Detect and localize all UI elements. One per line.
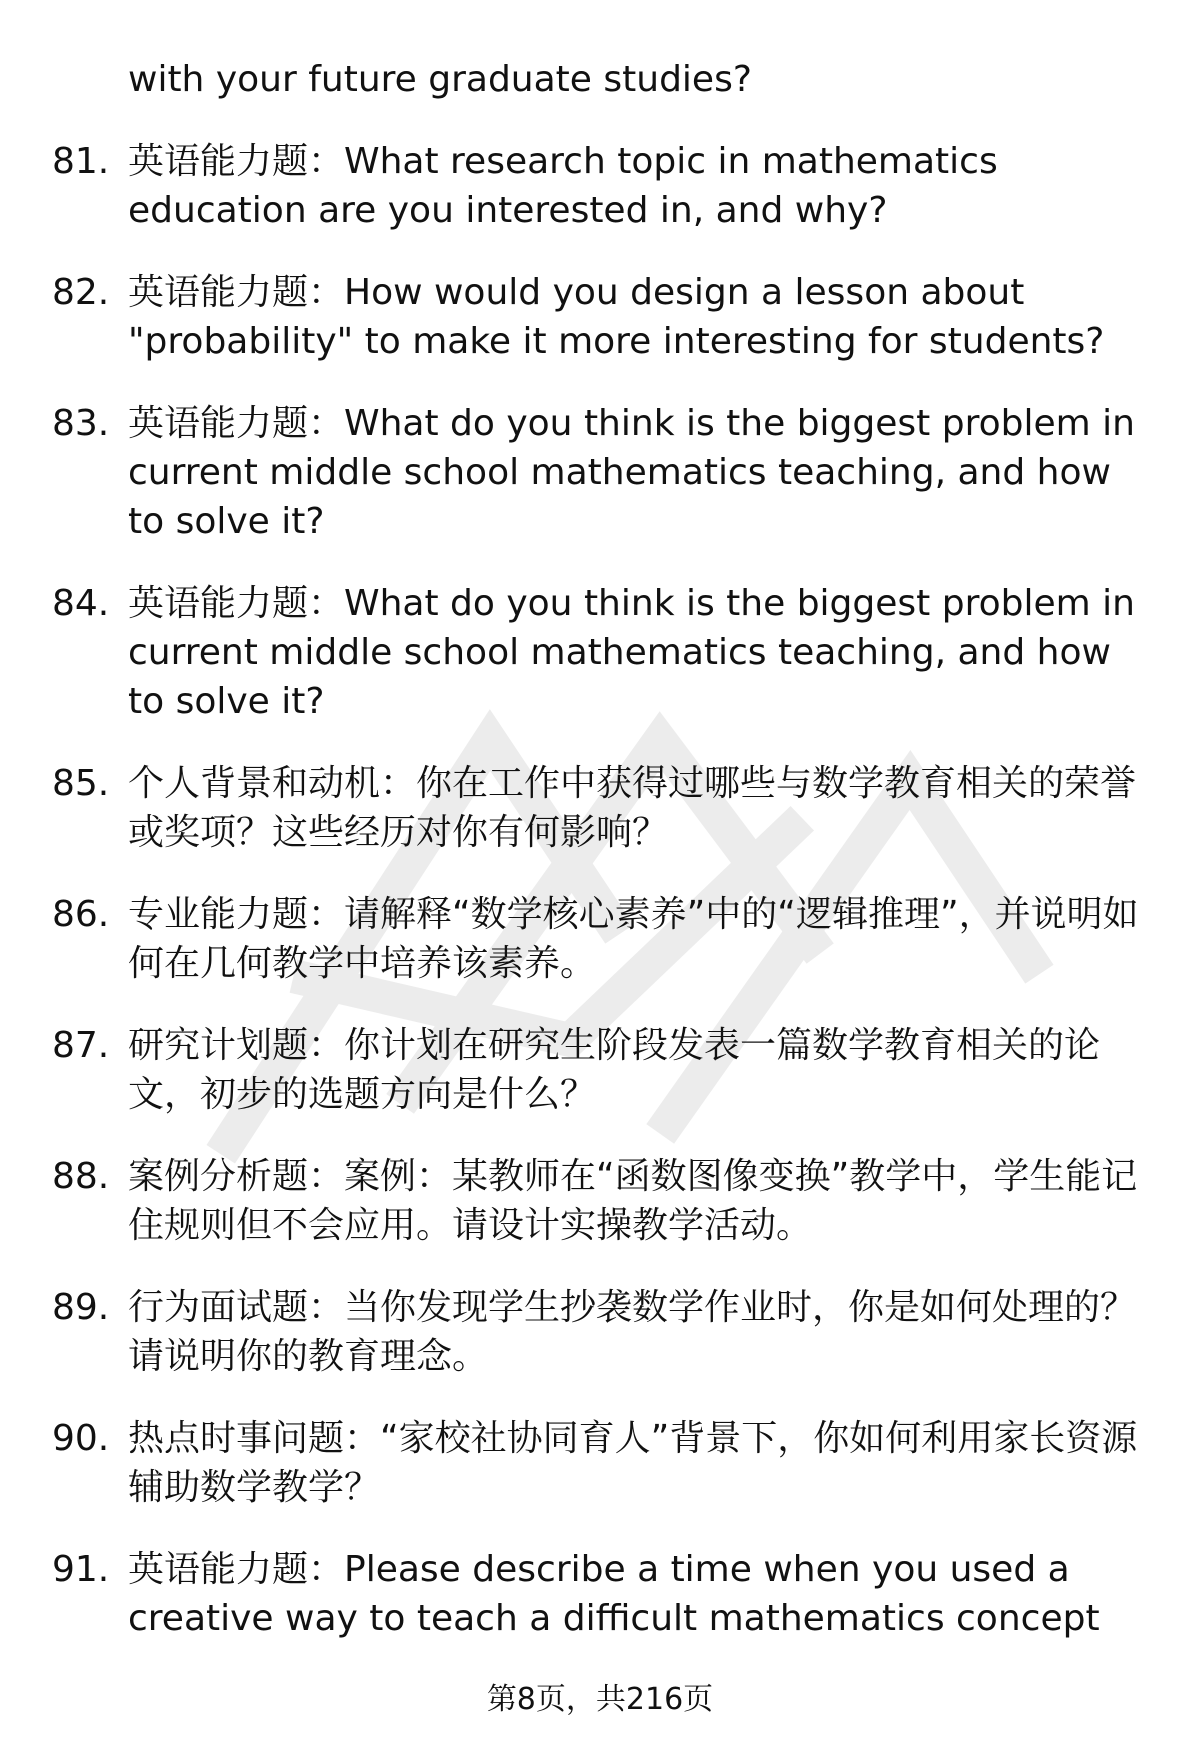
question-text: 英语能力题：What do you think is the biggest problem in current middle school mathematics teaching, and how to solve it? [128,403,1135,542]
question-text: 专业能力题：请解释“数学核心素养”中的“逻辑推理”，并说明如何在几何教学中培养该素养。 [128,894,1139,984]
question-item [0,1021,1158,1119]
question-number: 90. [52,1418,110,1459]
question-number: 81. [52,141,110,182]
question-text: 个人背景和动机：你在工作中获得过哪些与数学教育相关的荣誉或奖项？这些经历对你有何影响？ [128,763,1137,853]
question-text: 英语能力题：What research topic in mathematics education are you interested in, and why? [128,141,998,231]
question-text: 行为面试题：当你发现学生抄袭数学作业时，你是如何处理的？请说明你的教育理念。 [128,1287,1137,1377]
question-item [0,579,1158,726]
question-item [0,268,1158,366]
question-list [0,55,1200,1643]
question-item [0,137,1158,235]
question-number: 85. [52,763,110,804]
question-number: 86. [52,894,110,935]
question-item [0,890,1158,988]
question-text: 案例分析题：案例：某教师在“函数图像变换”教学中，学生能记住规则但不会应用。请设计实操教学活动。 [128,1156,1138,1246]
question-item [0,1152,1158,1250]
question-number: 89. [52,1287,110,1328]
question-item [0,759,1158,857]
question-item [0,1545,1158,1643]
question-number: 91. [52,1549,110,1590]
question-number: 88. [52,1156,110,1197]
question-number: 83. [52,403,110,444]
question-item [0,399,1158,546]
page-footer: 第8页，共216页 [486,1682,714,1717]
question-text: 英语能力题：What do you think is the biggest problem in current middle school mathematics teaching, and how to solve it? [128,583,1135,722]
question-item [0,1283,1158,1381]
question-text: 热点时事问题：“家校社协同育人”背景下，你如何利用家长资源辅助数学教学？ [128,1418,1138,1508]
question-number: 82. [52,272,110,313]
question-number: 84. [52,583,110,624]
question-text: 英语能力题：How would you design a lesson about "probability" to make it more interesting for students? [128,272,1105,362]
question-text: 研究计划题：你计划在研究生阶段发表一篇数学教育相关的论文，初步的选题方向是什么？ [128,1025,1101,1115]
question-text: 英语能力题：Please describe a time when you used a creative way to teach a difficult mathematics concept [128,1549,1100,1639]
continued-question-text: with your future graduate studies? [128,59,752,100]
question-item [0,1414,1158,1512]
question-number: 87. [52,1025,110,1066]
